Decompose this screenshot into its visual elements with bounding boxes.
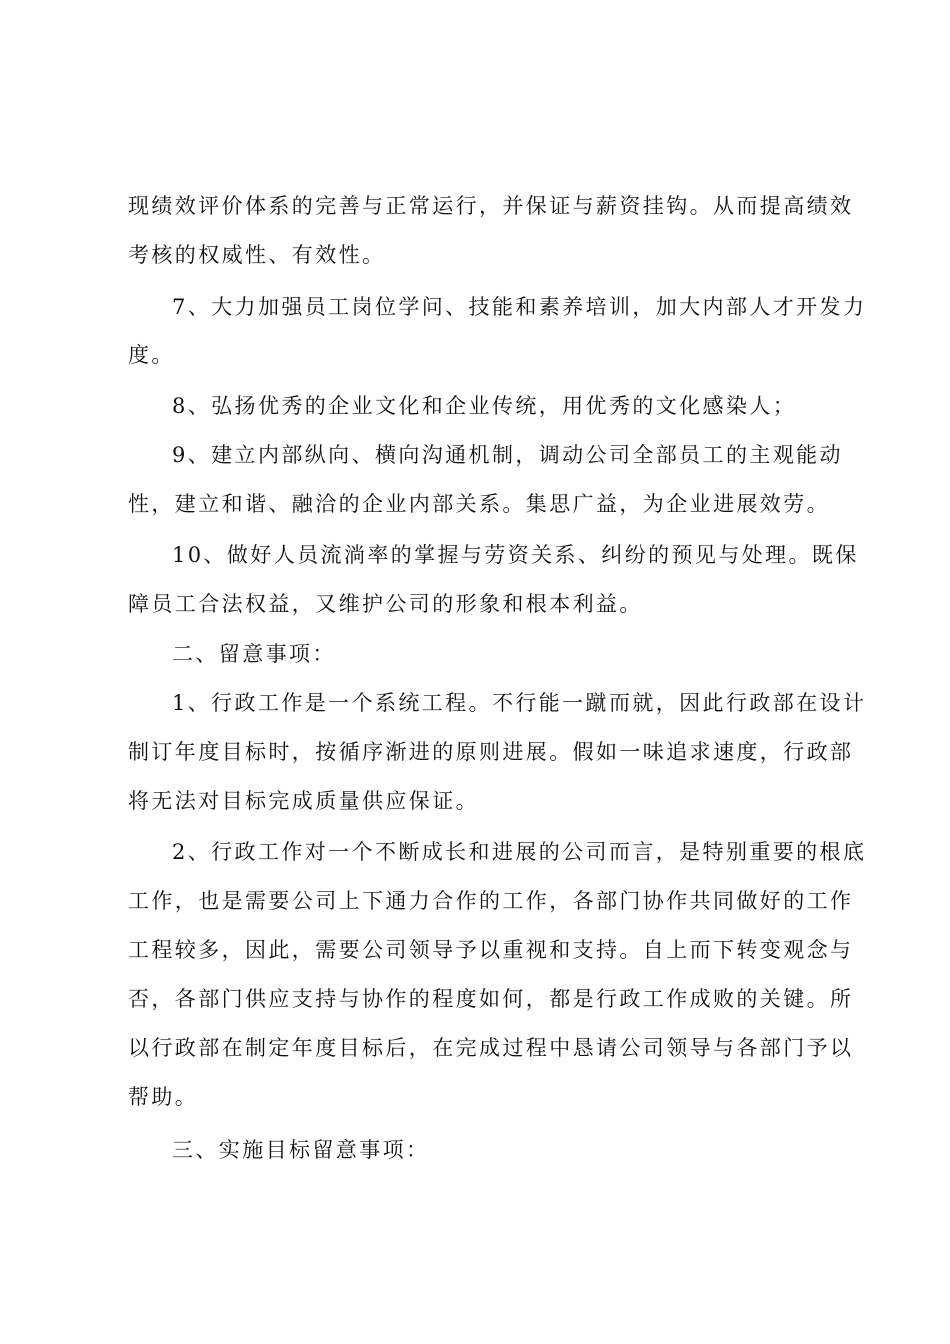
text-line: 否，各部门供应支持与协作的程度如何，都是行政工作成败的关键。所 [128,987,854,1011]
section-heading: 三、实施目标留意事项： [172,1138,430,1162]
text-line: 工作，也是需要公司上下通力合作的工作，各部门协作共同做好的工作 [128,889,854,913]
text-line: 10、做好人员流淌率的掌握与劳资关系、纠纷的预见与处理。既保 [172,543,859,567]
text-line: 考核的权威性、有效性。 [128,243,386,267]
text-line: 度。 [128,343,175,367]
text-line: 8、弘扬优秀的企业文化和企业传统，用优秀的文化感染人； [172,394,797,418]
text-line: 1、行政工作是一个系统工程。不行能一蹴而就，因此行政部在设计 [172,691,867,715]
text-line: 将无法对目标完成质量供应保证。 [128,789,479,813]
text-line: 7、大力加强员工岗位学问、技能和素养培训，加大内部人才开发力 [172,295,867,319]
text-line: 性，建立和谐、融洽的企业内部关系。集思广益，为企业进展效劳。 [128,492,830,516]
text-line: 障员工合法权益，又维护公司的形象和根本利益。 [128,592,643,616]
section-heading: 二、留意事项： [172,642,336,666]
text-line: 以行政部在制定年度目标后，在完成过程中恳请公司领导与各部门予以 [128,1036,854,1060]
text-line: 工程较多，因此，需要公司领导予以重视和支持。自上而下转变观念与 [128,938,854,962]
text-line: 9、建立内部纵向、横向沟通机制，调动公司全部员工的主观能动 [172,443,843,467]
text-line: 现绩效评价体系的完善与正常运行，并保证与薪资挂钩。从而提高绩效 [128,194,854,218]
text-line: 帮助。 [128,1085,199,1109]
text-line: 2、行政工作对一个不断成长和进展的公司而言，是特别重要的根底 [172,840,867,864]
text-line: 制订年度目标时，按循序渐进的原则进展。假如一味追求速度，行政部 [128,740,854,764]
